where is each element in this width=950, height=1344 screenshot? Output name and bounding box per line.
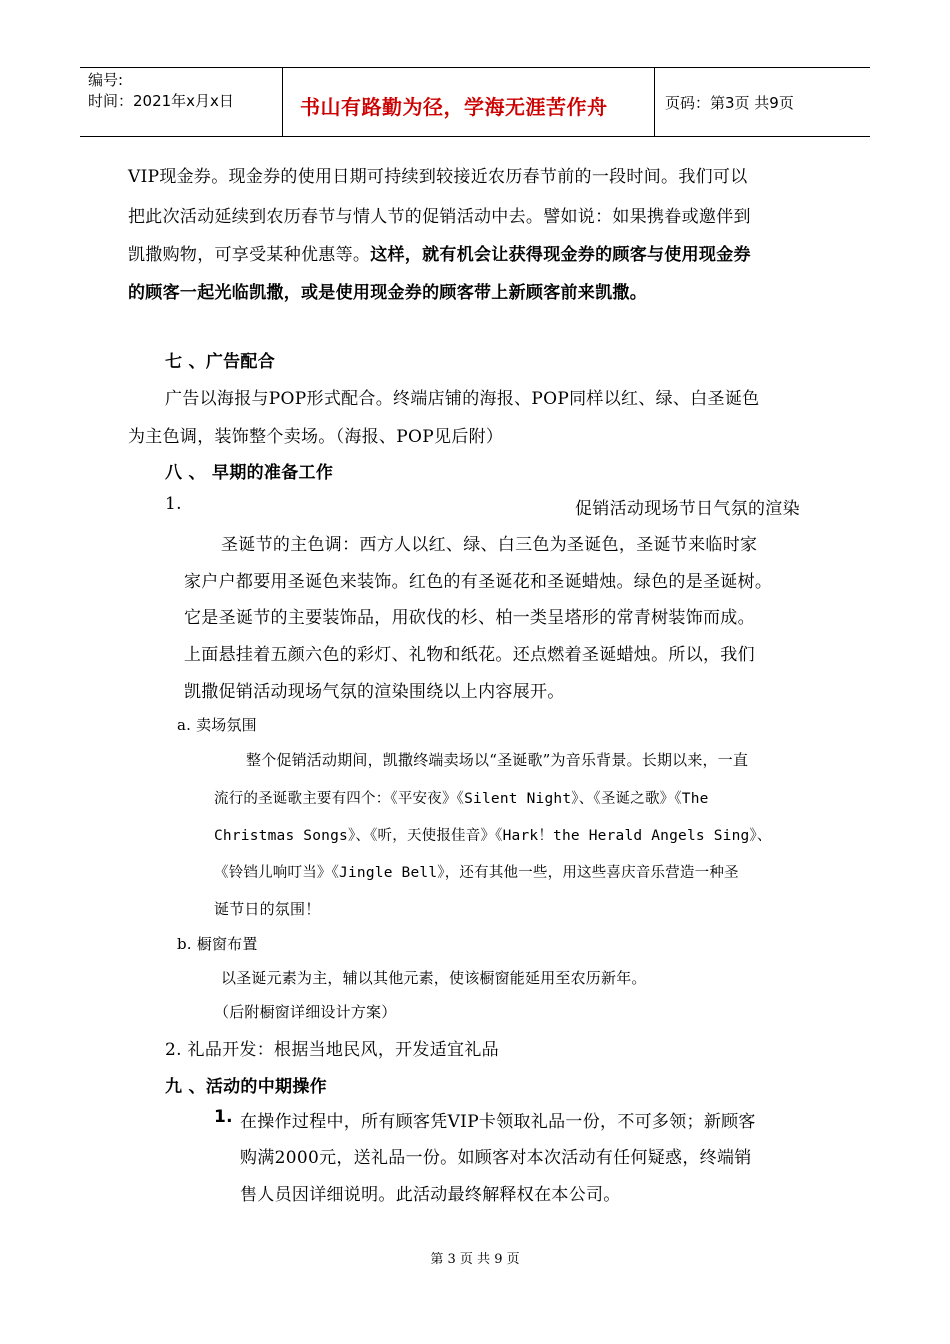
body-line: 凯撒促销活动现场气氛的渲染围绕以上内容展开。 [184,682,565,702]
body-line: （后附橱窗详细设计方案） [214,1003,397,1021]
body-line: 把此次活动延续到农历春节与情人节的促销活动中去。譬如说：如果携眷或邀伴到 [128,207,751,227]
body-line: VIP现金券。现金券的使用日期可持续到较接近农历春节前的一段时间。我们可以 [128,167,748,187]
page-footer: 第 3 页 共 9 页 [430,1252,520,1267]
header-motto: 书山有路勤为径，学海无涯苦作舟 [300,95,608,119]
body-line: 以圣诞元素为主，辅以其他元素，使该橱窗能延用至农历新年。 [221,969,647,987]
subsection-b-heading: b. 橱窗布置 [177,935,258,953]
list-number: 1. [165,494,182,514]
list-number: 1. [214,1107,233,1127]
header-page-number: 页码：第3页 共9页 [665,94,794,112]
subsection-a-heading: a. 卖场氛围 [177,716,257,734]
body-line-bold: 的顾客一起光临凯撒，或是使用现金券的顾客带上新顾客前来凯撒。 [128,283,647,303]
header-number: 编号: [88,71,124,89]
body-line: Christmas Songs》、《听，天使报佳音》《Hark！the Herald Angels Sing》、 [214,828,772,844]
body-text-bold: 这样，就有机会让获得现金券的顾客与使用现金券 [370,245,751,265]
header-divider-right [654,67,655,137]
body-line: 上面悬挂着五颜六色的彩灯、礼物和纸花。还点燃着圣诞蜡烛。所以，我们 [184,645,755,665]
body-line: 广告以海报与POP形式配合。终端店铺的海报、POP同样以红、绿、白圣诞色 [165,389,760,409]
list-item: 2. 礼品开发：根据当地民风，开发适宜礼品 [165,1040,499,1060]
body-line: 在操作过程中，所有顾客凭VIP卡领取礼品一份，不可多领；新顾客 [240,1112,756,1132]
header-divider-left [282,67,283,137]
body-line: 《铃铛儿响叮当》《Jingle Bell》，还有其他一些，用这些喜庆音乐营造一种圣 [214,865,739,881]
section-heading-9: 九 、活动的中期操作 [165,1077,327,1097]
body-line: 诞节日的氛围！ [214,900,321,918]
body-line: 它是圣诞节的主要装饰品，用砍伐的杉、柏一类呈塔形的常青树装饰而成。 [184,608,755,628]
body-line: 购满2000元，送礼品一份。如顾客对本次活动有任何疑惑，终端销 [240,1148,752,1168]
body-line: 售人员因详细说明。此活动最终解释权在本公司。 [240,1185,621,1205]
body-line: 家户户都要用圣诞色来装饰。红色的有圣诞花和圣诞蜡烛。绿色的是圣诞树。 [184,572,773,592]
body-line: 圣诞节的主色调：西方人以红、绿、白三色为圣诞色，圣诞节来临时家 [221,535,758,555]
header-top-rule [80,67,870,68]
body-text: 凯撒购物，可享受某种优惠等。 [128,245,371,265]
header-bottom-rule [80,136,870,137]
section-heading-7: 七 、广告配合 [165,352,276,372]
body-line: 为主色调，装饰整个卖场。（海报、POP见后附） [128,427,504,447]
header-meta [88,70,234,112]
body-line: 流行的圣诞歌主要有四个：《平安夜》《Silent Night》、《圣诞之歌》《The [214,791,709,807]
header-time: 时间：2021年x月x日 [88,92,234,110]
body-line: 整个促销活动期间，凯撒终端卖场以“圣诞歌”为音乐背景。长期以来，一直 [246,751,749,769]
list-item-title: 促销活动现场节日气氛的渲染 [575,499,800,519]
section-heading-8: 八 、 早期的准备工作 [165,463,334,483]
body-line [128,240,751,265]
